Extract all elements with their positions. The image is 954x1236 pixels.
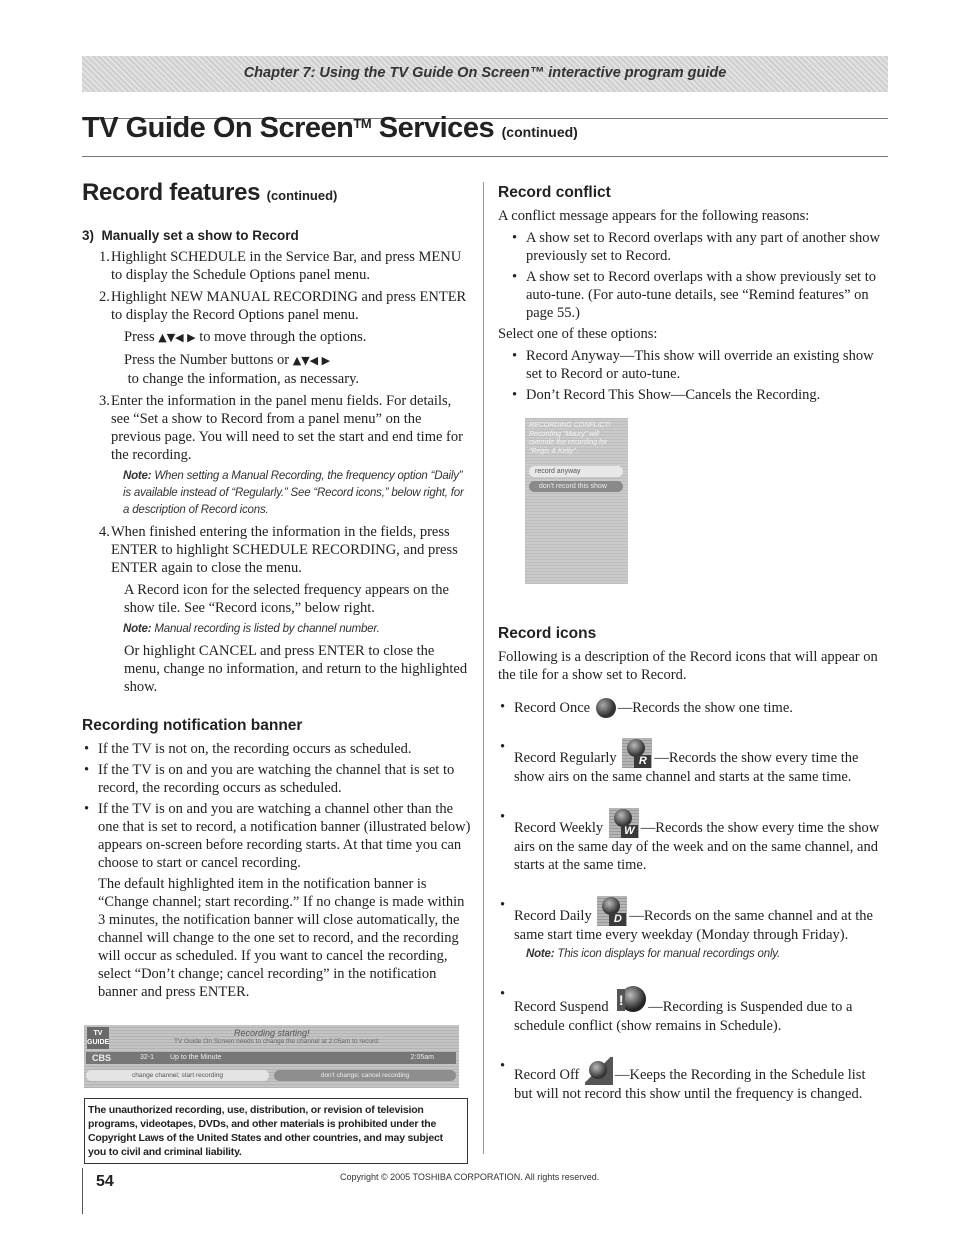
left-column: [82, 180, 472, 1001]
record-once-icon: [596, 698, 616, 718]
step-1-text: Highlight SCHEDULE in the Service Bar, and press MENU to display the Schedule Options panel menu.: [111, 249, 462, 283]
page-title-services: Services: [371, 112, 502, 144]
record-icons-intro: Following is a description of the Record icons that will appear on the tile for a show set to Record.: [498, 649, 878, 683]
record-suspend-icon-mark: !: [617, 989, 625, 1011]
section-title-text: Record features: [82, 179, 267, 206]
step-2: 2. Highlight NEW MANUAL RECORDING and press ENTER to display the Record Options panel menu.: [99, 289, 467, 323]
conflict-option: • Don’t Record This Show—Cancels the Recording.: [498, 386, 886, 404]
record-off-icon: [585, 1057, 613, 1085]
page-title: [82, 112, 578, 145]
press2-a: Press the Number buttons or: [124, 352, 293, 368]
manual-record-steps: [82, 248, 472, 324]
page-number-rule: [82, 1168, 83, 1214]
banner-channel-name: CBS: [92, 1053, 112, 1063]
conflict-reason: • A show set to Record overlaps with any part of another show previously set to Record.: [498, 229, 886, 265]
record-once-label: Record Once: [514, 700, 594, 716]
conflict-image-message: Recording "Maury" will override the recording for "Regis & Kelly".: [529, 430, 608, 455]
chapter-title: Chapter 7: Using the TV Guide On Screen™ interactive program guide: [243, 65, 727, 81]
record-weekly-icon-letter: W: [621, 825, 638, 838]
notification-bullet: • If the TV is on and you are watching a channel other than the one that is set to record, a notification banner (illustrated below) appears on-screen before recording starts. At that time you can choose to start or cancel recording.: [82, 800, 472, 872]
copyright-footer: Copyright © 2005 TOSHIBA CORPORATION. All rights reserved.: [340, 1172, 600, 1182]
banner-show: Up to the Minute: [170, 1054, 222, 1061]
record-once-item: [498, 698, 886, 718]
conflict-options: [498, 347, 886, 404]
note-label: Note:: [123, 470, 152, 482]
arrow-keys-icon: ▲▼◀ ▶: [292, 354, 331, 367]
record-regularly-desc: —Records the show every time the show airs on the same channel and starts at the same time.: [514, 750, 859, 785]
tv-guide-logo: TV GUIDE: [87, 1027, 109, 1049]
step-1: 1. Highlight SCHEDULE in the Service Bar, and press MENU to display the Schedule Options panel menu.: [99, 249, 462, 283]
chapter-header-bar: [82, 56, 888, 92]
step-3-text: Enter the information in the panel menu fields. For details, see “Set a show to Record from a panel menu” on the previous page. You will need to set the start and end time for the recording.: [111, 393, 463, 463]
record-suspend-item: [498, 985, 886, 1035]
record-off-item: [498, 1057, 886, 1103]
record-daily-desc: —Records on the same channel and at the same start time every weekday (Monday through Friday).: [514, 908, 873, 943]
arrow-keys-icon: ▲▼◀ ▶: [158, 331, 196, 344]
record-suspend-desc: —Recording is Suspended due to a schedule conflict (show remains in Schedule).: [514, 999, 853, 1034]
note-label: Note:: [526, 948, 555, 960]
column-divider: [483, 182, 484, 1154]
record-weekly-item: [498, 808, 886, 874]
record-regularly-icon-letter: R: [634, 755, 651, 768]
page-number: 54: [96, 1173, 114, 1190]
change-channel-button[interactable]: change channel; start recording: [86, 1070, 269, 1081]
record-off-desc: —Keeps the Recording in the Schedule list but will not record this show until the frequency is changed.: [514, 1067, 866, 1102]
record-daily-icon-letter: D: [609, 913, 626, 926]
dont-record-button[interactable]: don't record this show: [529, 481, 623, 492]
record-daily-icon: [597, 896, 627, 926]
default-highlight-para: The default highlighted item in the notification banner is “Change channel; start recording.” If no change is made within 3 minutes, the notification banner will close automatically, the channel will change to the one set to record, and the recording will occur as scheduled. If you want to cancel the recording, select “Don’t change; cancel recording” in the notification banner and press ENTER.: [98, 876, 465, 1000]
banner-title: Recording starting!: [234, 1028, 310, 1038]
note-text: When setting a Manual Recording, the frequency option “Daily” is available instead of “Regularly.” See “Record icons,” below right, for a description of Record icons.: [123, 470, 467, 516]
record-icons-list-cont: [498, 985, 886, 1103]
record-icons-list: [498, 698, 886, 944]
banner-time: 2:05am: [410, 1054, 434, 1061]
note-manual-frequency: [82, 468, 472, 519]
note-label: Note:: [123, 623, 152, 635]
record-once-desc: —Records the show one time.: [617, 700, 793, 716]
press1-b: to move through the options.: [195, 329, 367, 345]
record-regularly-icon: [622, 738, 652, 768]
record-regularly-label: Record Regularly: [514, 750, 621, 766]
press2-b: to change the information, as necessary.: [124, 371, 360, 387]
note-text: Manual recording is listed by channel number.: [151, 623, 380, 635]
record-icons-heading: Record icons: [498, 625, 597, 642]
title-bottom-rule: [82, 156, 888, 157]
conflict-reason: • A show set to Record overlaps with a show previously set to auto-tune. (For auto-tune details, see “Remind features” on page 55.): [498, 268, 886, 322]
record-suspend-icon: [614, 985, 646, 1017]
right-column: [498, 183, 886, 1106]
banner-channel-num: 32-1: [140, 1054, 155, 1061]
page-title-tm: TM: [353, 116, 372, 131]
record-weekly-label: Record Weekly: [514, 820, 607, 836]
step-2-text: Highlight NEW MANUAL RECORDING and press ENTER to display the Record Options panel menu.: [111, 289, 467, 323]
step-3: 3. Enter the information in the panel menu fields. For details, see “Set a show to Record from a panel menu” on the previous page. You will need to set the start and end time for the recording.: [99, 393, 463, 463]
press-arrows-para: [82, 328, 472, 347]
notification-banner-heading: Recording notification banner: [82, 717, 303, 734]
record-conflict-image: [525, 418, 628, 584]
conflict-image-title-block: [529, 422, 623, 456]
section-title-continued: (continued): [266, 188, 338, 203]
record-daily-label: Record Daily: [514, 908, 596, 924]
conflict-image-title: RECORDING CONFLICT!: [529, 422, 611, 429]
record-weekly-desc: —Records the show every time the show airs on the same day of the week and on the same channel, and starts at the same time.: [514, 820, 880, 873]
press1-a: Press: [124, 329, 159, 345]
manual-record-steps-cont: [82, 392, 472, 464]
record-anyway-button[interactable]: record anyway: [529, 466, 623, 477]
note-text: This icon displays for manual recordings only.: [554, 948, 780, 960]
record-conflict-heading: Record conflict: [498, 184, 611, 201]
manual-record-heading: 3) Manually set a show to Record: [82, 228, 299, 243]
banner-message: TV Guide On Screen needs to change the channel at 2:05am to record:: [174, 1038, 380, 1045]
note-channel-number: [82, 621, 472, 638]
notification-bullet: • If the TV is not on, the recording occurs as scheduled.: [82, 740, 472, 758]
record-daily-item: [498, 896, 886, 944]
press-number-para: [82, 351, 472, 388]
record-icon-appears-para: A Record icon for the selected frequency appears on the show tile. See “Record icons,” below right.: [124, 582, 449, 616]
record-suspend-label: Record Suspend: [514, 999, 613, 1015]
record-weekly-icon: [609, 808, 639, 838]
conflict-intro: A conflict message appears for the following reasons:: [498, 208, 810, 224]
conflict-reasons: [498, 229, 886, 322]
section-title: [82, 180, 472, 209]
conflict-option: • Record Anyway—This show will override an existing show set to Record or auto-tune.: [498, 347, 886, 383]
notification-bullet: • If the TV is on and you are watching the channel that is set to record, the recording occurs as scheduled.: [82, 761, 472, 797]
cancel-recording-button[interactable]: don't change; cancel recording: [274, 1070, 456, 1081]
page-title-continued: (continued): [501, 124, 578, 140]
notification-banner-image: [84, 1025, 459, 1088]
select-intro: Select one of these options:: [498, 326, 658, 342]
page-title-main: TV Guide On Screen: [82, 112, 354, 144]
step-4-text: When finished entering the information in the fields, press ENTER to highlight SCHEDULE RECORDING, and press ENTER again to close the menu.: [111, 524, 458, 576]
note-daily-icon: [498, 946, 886, 963]
banner-channel-row: [86, 1052, 456, 1064]
cancel-para: Or highlight CANCEL and press ENTER to close the menu, change no information, and return to the highlighted show.: [124, 643, 468, 695]
record-off-label: Record Off: [514, 1067, 583, 1083]
notification-bullets: [82, 740, 472, 872]
manual-record-steps-cont2: [82, 523, 472, 577]
step-4: 4. When finished entering the information in the fields, press ENTER to highlight SCHEDULE RECORDING, and press ENTER again to close the menu.: [99, 524, 458, 576]
copyright-warning: The unauthorized recording, use, distribution, or revision of television programs, videotapes, DVDs, and other materials is prohibited under the Copyright Laws of the United States and other countries, and may subject you to civil and criminal liability.: [84, 1098, 468, 1164]
record-regularly-item: [498, 738, 886, 786]
